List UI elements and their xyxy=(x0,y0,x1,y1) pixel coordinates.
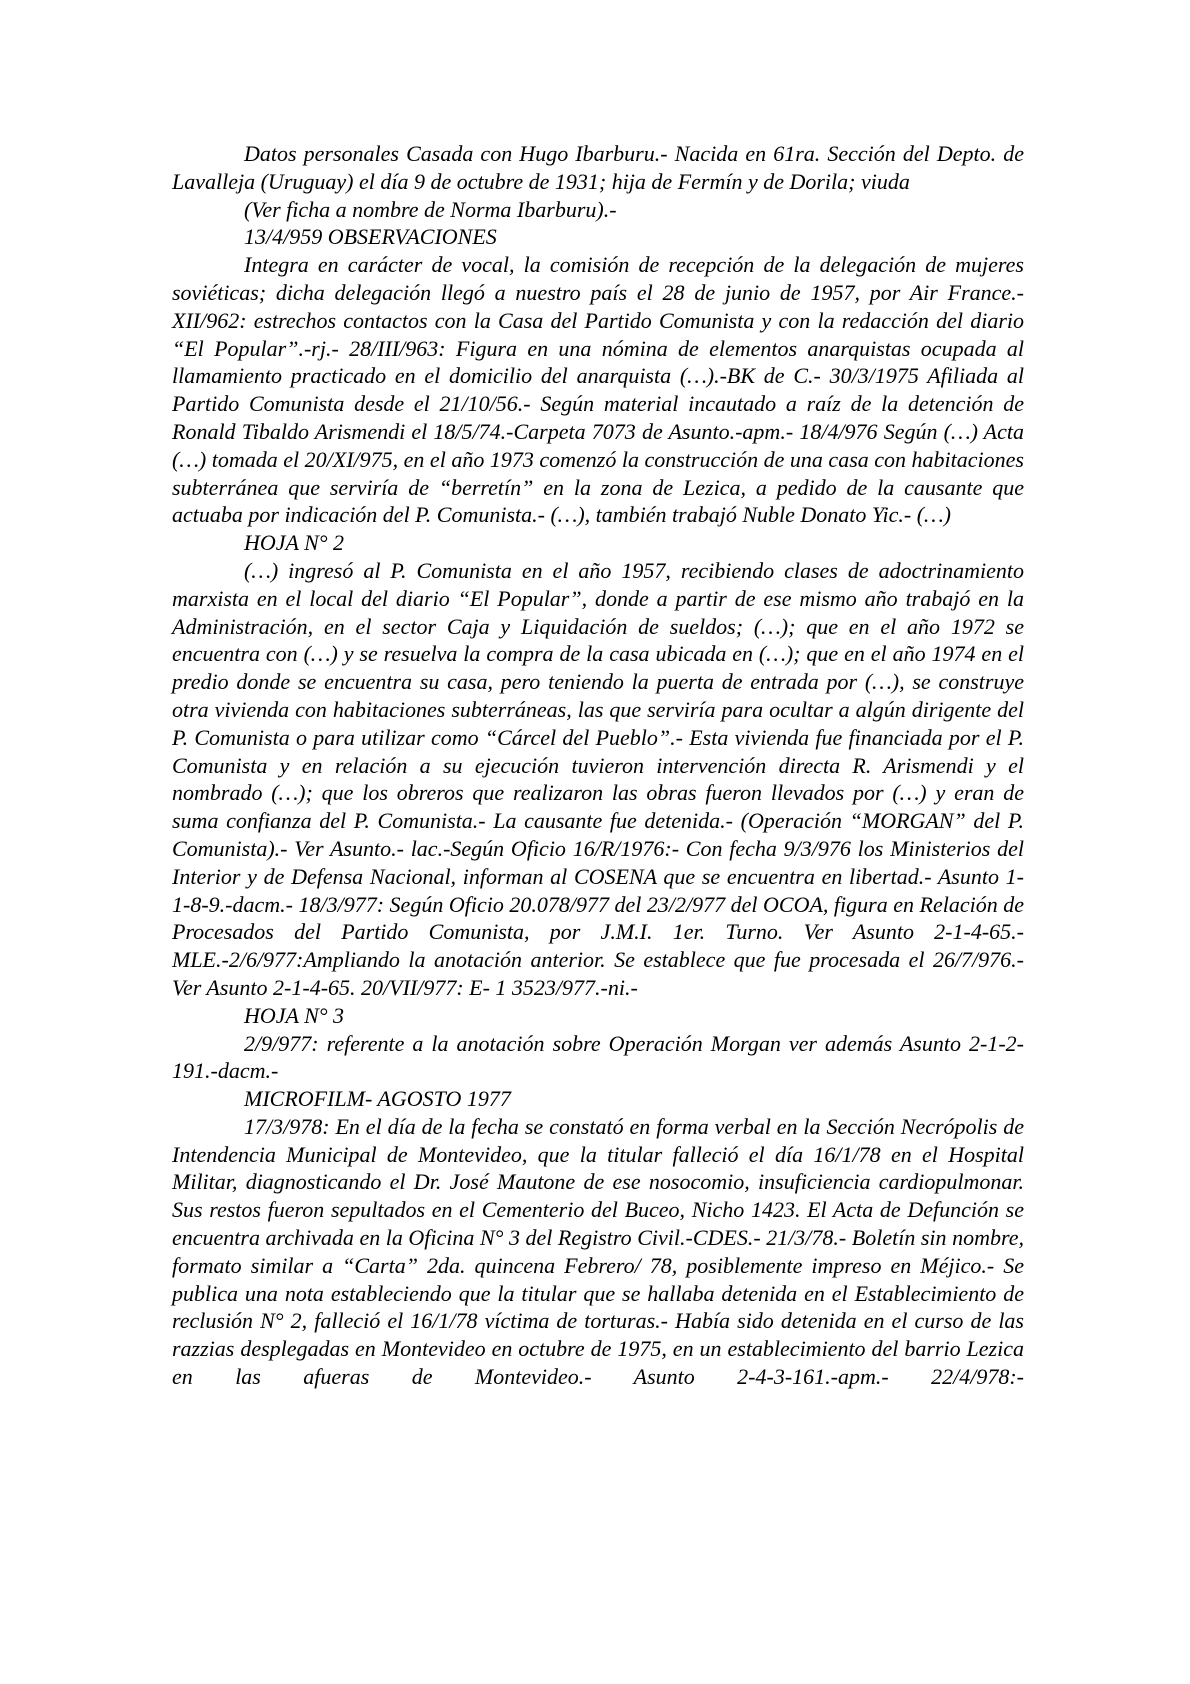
heading-microfilm: MICROFILM- AGOSTO 1977 xyxy=(244,1086,511,1112)
paragraph-final-body: 17/3/978: En el día de la fecha se constató en forma verbal en la Sección Necrópolis de Intendencia Municipal de Montevideo, que la titular falleció el día 16/1/78 en el Hospital Militar, diagnosticando el Dr. José Mautone de ese nosocomio, insuficiencia cardiopulmonar. Sus restos fueron sepultados en el Cementerio del Buceo, Nicho 1423. El Acta de Defunción se encuentra archivada en la Oficina N° 3 del Registro Civil.-CDES.- 21/3/78.- Boletín sin nombre, formato similar a “Carta” 2da. quincena Febrero/ 78, posiblemente impreso en Méjico.- Se publica una nota estableciendo que la titular que se hallaba detenida en el Establecimiento de reclusión N° 2, falleció el 16/1/78 víctima de torturas.- Había sido detenida en el curso de las razzias desplegadas en Montevideo en octubre de 1975, en un establecimiento del barrio Lezica en las afueras de Montevideo.- Asunto 2-4-3-161.-apm.- 22/4/978:- xyxy=(172,1113,1024,1390)
paragraph-sheet-3-body: 2/9/977: referente a la anotación sobre Operación Morgan ver además Asunto 2-1-2-191.-dacm.- xyxy=(172,1030,1024,1084)
paragraph-sheet-2-body: (…) ingresó al P. Comunista en el año 1957, recibiendo clases de adoctrinamiento marxista en el local del diario “El Popular”, donde a partir de ese mismo año trabajó en la Administración, en el sector Caja y Liquidación de sueldos; (…); que en el año 1972 se encuentra con (…) y se resuelva la compra de la casa ubicada en (…); que en el año 1974 en el predio donde se encuentra su casa, pero teniendo la puerta de entrada por (…), se construye otra vivienda con habitaciones subterráneas, las que serviría para ocultar a algún dirigente del P. Comunista o para utilizar como “Cárcel del Pueblo”.- Esta vivienda fue financiada por el P. Comunista y en relación a su ejecución tuvieron intervención directa R. Arismendi y el nombrado (…); que los obreros que realizaron las obras fueron llevados por (…) y eran de suma confianza del P. Comunista.- La causante fue detenida.- (Operación “MORGAN” del P. Comunista).- Ver Asunto.- lac.-Según Oficio 16/R/1976:- Con fecha 9/3/976 los Ministerios del Interior y de Defensa Nacional, informan al COSENA que se encuentra en libertad.- Asunto 1-1-8-9.-dacm.- 18/3/977: Según Oficio 20.078/977 del 23/2/977 del OCOA, figura en Relación de Procesados del Partido Comunista, por J.M.I. 1er. Turno. Ver Asunto 2-1-4-65.-MLE.-2/6/977:Ampliando la anotación anterior. Se establece que fue procesada el 26/7/976.- Ver Asunto 2-1-4-65. 20/VII/977: E- 1 3523/977.-ni.- xyxy=(172,557,1024,1000)
heading-sheet-3: HOJA N° 3 xyxy=(244,1002,345,1028)
heading-observations: 13/4/959 OBSERVACIONES xyxy=(244,224,497,250)
document-page xyxy=(172,140,1024,1391)
paragraph-personal-data: Datos personales Casada con Hugo Ibarburu.- Nacida en 61ra. Sección del Depto. de Lavalleja (Uruguay) el día 9 de octubre de 1931; hija de Fermín y de Dorila; viuda xyxy=(172,141,1024,194)
paragraph-see-file-note: (Ver ficha a nombre de Norma Ibarburu).- xyxy=(244,196,617,222)
paragraph-observations-body: Integra en carácter de vocal, la comisión de recepción de la delegación de mujeres soviéticas; dicha delegación llegó a nuestro país el 28 de junio de 1957, por Air France.- XII/962: estrechos contactos con la Casa del Partido Comunista y con la redacción del diario “El Popular”.-rj.- 28/III/963: Figura en una nómina de elementos anarquistas ocupada al llamamiento practicado en el domicilio del anarquista (…).-BK de C.- 30/3/1975 Afiliada al Partido Comunista desde el 21/10/56.- Según material incautado a raíz de la detención de Ronald Tibaldo Arismendi el 18/5/74.-Carpeta 7073 de Asunto.-apm.- 18/4/976 Según (…) Acta (…) tomada el 20/XI/975, en el año 1973 comenzó la construcción de una casa con habitaciones subterránea que serviría de “berretín” en la zona de Lezica, a pedido de la causante que actuaba por indicación del P. Comunista.- (…), también trabajó Nuble Donato Yic.- (…) xyxy=(172,252,1024,528)
heading-sheet-2: HOJA N° 2 xyxy=(244,530,345,556)
